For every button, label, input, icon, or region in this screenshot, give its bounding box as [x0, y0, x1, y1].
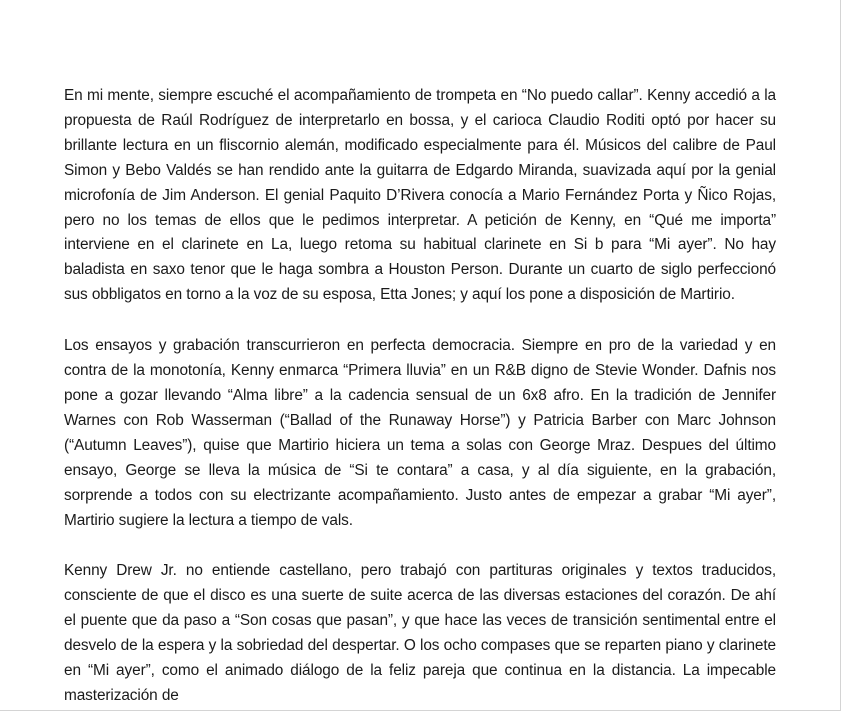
body-text	[64, 84, 776, 711]
paragraph-1: En mi mente, siempre escuché el acompañamiento de trompeta en “No puedo callar”. Kenny accedió a la propuesta de Raúl Rodríguez de interpretarlo en bossa, y el carioca Claudio Roditi optó por hacer su brillante lectura en un fliscornio alemán, modificado especialmente para él. Músicos del calibre de Paul Simon y Bebo Valdés se han rendido ante la guitarra de Edgardo Miranda, suavizada aquí por la genial microfonía de Jim Anderson. El genial Paquito D’Rivera conocía a Mario Fernández Porta y Ñico Rojas, pero no los temas de ellos que le pedimos interpretar. A petición de Kenny, en “Qué me importa” interviene en el clarinete en La, luego retoma su habitual clarinete en Si b para “Mi ayer”. No hay baladista en saxo tenor que le haga sombra a Houston Person. Durante un cuarto de siglo perfeccionó sus obbligatos en torno a la voz de su esposa, Etta Jones; y aquí los pone a disposición de Martirio.	[64, 87, 776, 304]
paragraph-3: Kenny Drew Jr. no entiende castellano, pero trabajó con partituras originales y textos traducidos, consciente de que el disco es una suerte de suite acerca de las diversas estaciones del corazón. De ahí el puente que da paso a “Son cosas que pasan”, y que hace las veces de transición sentimental entre el desvelo de la espera y la sobriedad del despertar. O los ocho compases que se reparten piano y clarinete en “Mi ayer”, como el animado diálogo de la feliz pareja que continua en la distancia. La impecable masterización de	[64, 562, 776, 704]
paragraph-2: Los ensayos y grabación transcurrieron en perfecta democracia. Siempre en pro de la variedad y en contra de la monotonía, Kenny enmarca “Primera lluvia” en un R&B digno de Stevie Wonder. Dafnis nos pone a gozar llevando “Alma libre” a la cadencia sensual de un 6x8 afro. En la tradición de Jennifer Warnes con Rob Wasserman (“Ballad of the Runaway Horse”) y Patricia Barber con Marc Johnson (“Autumn Leaves”), quise que Martirio hiciera un tema a solas con George Mraz. Despues del último ensayo, George se lleva la música de “Si te contara” a casa, y al día siguiente, en la grabación, sorprende a todos con su electrizante acompañamiento. Justo antes de empezar a grabar “Mi ayer”, Martirio sugiere la lectura a tiempo de vals.	[64, 337, 776, 529]
